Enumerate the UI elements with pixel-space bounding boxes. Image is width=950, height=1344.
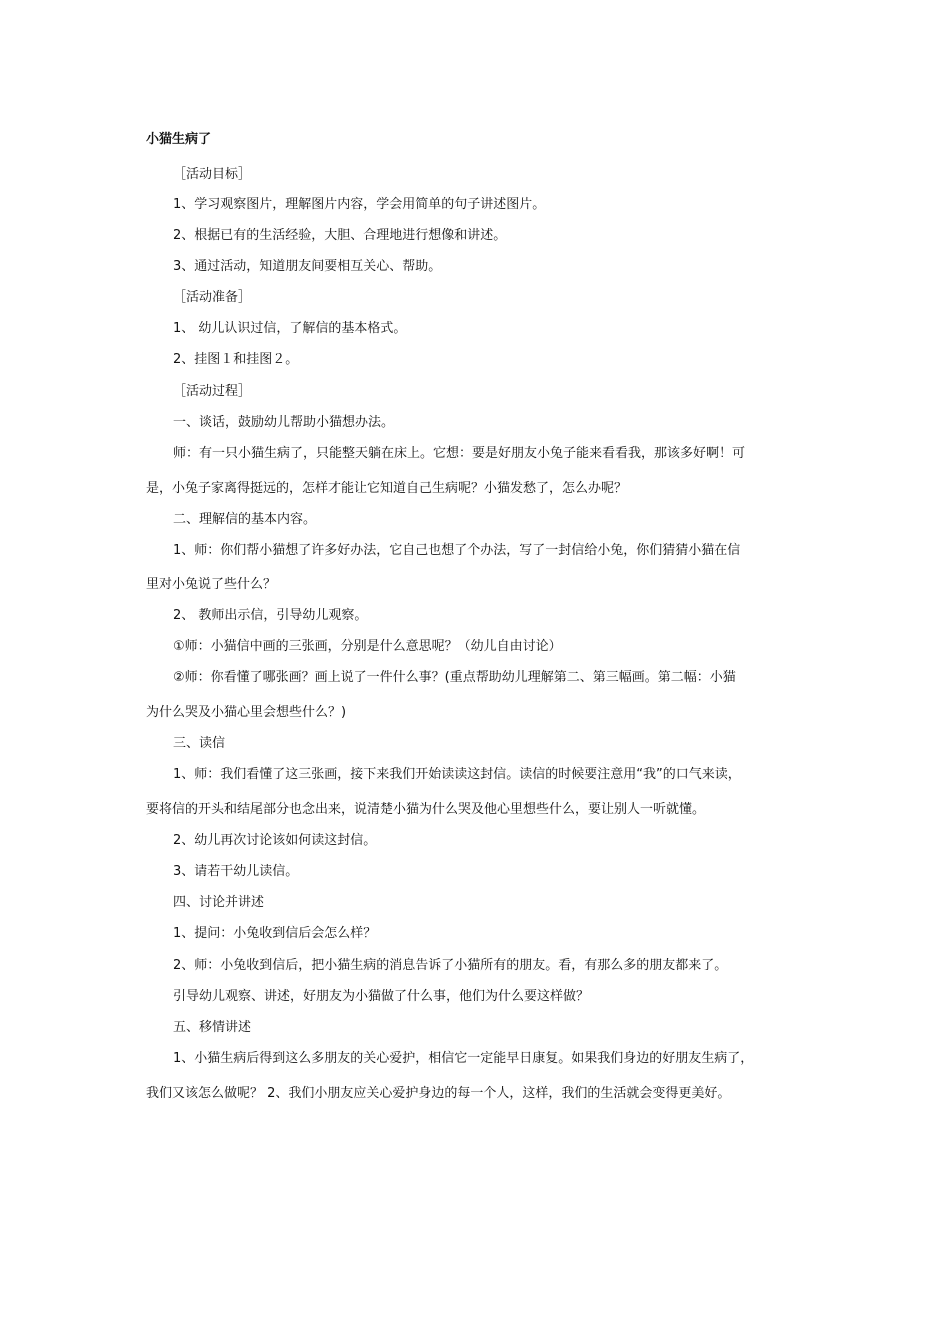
paragraph-line: 1、学习观察图片，理解图片内容，学会用简单的句子讲述图片。: [173, 197, 546, 212]
paragraph-line: 为什么哭及小猫心里会想些什么？): [146, 705, 347, 720]
paragraph-line: 1、师：你们帮小猫想了许多好办法，它自己也想了个办法，写了一封信给小兔，你们猜猜小猫在信: [173, 543, 741, 558]
section-heading-empathy: 五、移情讲述: [173, 1020, 252, 1035]
paragraph-line: ①师：小猫信中画的三张画，分别是什么意思呢？（幼儿自由讨论）: [173, 639, 562, 654]
paragraph-line: 2、挂图１和挂图２。: [173, 352, 299, 367]
paragraph-line: 里对小兔说了些什么？: [146, 577, 277, 592]
section-heading-goals: ［活动目标］: [173, 167, 252, 182]
paragraph-line: 一、谈话，鼓励幼儿帮助小猫想办法。: [173, 415, 395, 430]
paragraph-line: 2、根据已有的生活经验，大胆、合理地进行想像和讲述。: [173, 228, 507, 243]
section-heading-discussion: 四、讨论并讲述: [173, 895, 265, 910]
document-title: 小猫生病了: [146, 132, 212, 147]
section-heading-preparation: ［活动准备］: [173, 290, 252, 305]
paragraph-line: 1、提问：小兔收到信后会怎么样？: [173, 926, 377, 941]
paragraph-line: 3、请若干幼儿读信。: [173, 864, 299, 879]
paragraph-line: 2、 教师出示信，引导幼儿观察。: [173, 608, 368, 623]
paragraph-line: ②师：你看懂了哪张画？画上说了一件什么事？(重点帮助幼儿理解第二、第三幅画。第二幅：小猫: [173, 670, 736, 685]
section-heading-reading: 三、读信: [173, 736, 226, 751]
paragraph-line: 2、幼儿再次讨论该如何读这封信。: [173, 833, 377, 848]
paragraph-line: 二、理解信的基本内容。: [173, 512, 317, 527]
section-heading-process: ［活动过程］: [173, 384, 252, 399]
paragraph-line: 是，小兔子家离得挺远的，怎样才能让它知道自己生病呢？小猫发愁了，怎么办呢？: [146, 481, 628, 496]
paragraph-line: 引导幼儿观察、讲述，好朋友为小猫做了什么事，他们为什么要这样做？: [173, 989, 590, 1004]
paragraph-line: 我们又该怎么做呢？ 2、我们小朋友应关心爱护身边的每一个人，这样，我们的生活就会变得更美好。: [146, 1086, 731, 1101]
paragraph-line: 1、小猫生病后得到这么多朋友的关心爱护，相信它一定能早日康复。如果我们身边的好朋友生病了，: [173, 1051, 754, 1066]
paragraph-line: 要将信的开头和结尾部分也念出来，说清楚小猫为什么哭及他心里想些什么，要让别人一听就懂。: [146, 802, 706, 817]
paragraph-line: 师：有一只小猫生病了，只能整天躺在床上。它想：要是好朋友小兔子能来看看我，那该多好啊！可: [173, 446, 746, 461]
paragraph-line: 1、 幼儿认识过信，了解信的基本格式。: [173, 321, 407, 336]
paragraph-line: 2、师：小兔收到信后，把小猫生病的消息告诉了小猫所有的朋友。看，有那么多的朋友都来了。: [173, 958, 728, 973]
paragraph-line: 1、师：我们看懂了这三张画，接下来我们开始读读这封信。读信的时候要注意用“我”的口气来读，: [173, 767, 741, 782]
paragraph-line: 3、通过活动，知道朋友间要相互关心、帮助。: [173, 259, 442, 274]
